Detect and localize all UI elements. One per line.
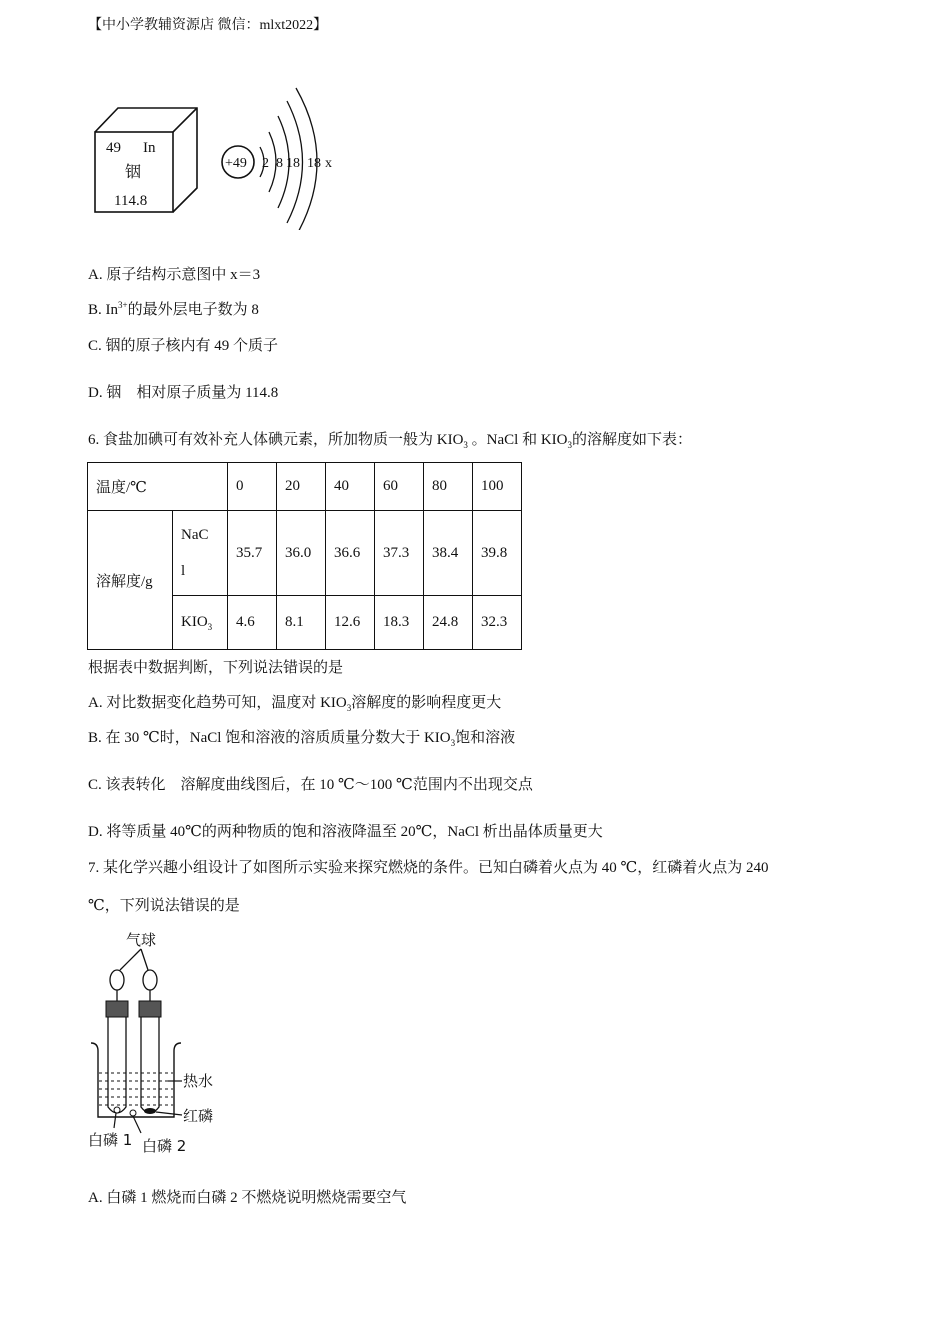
atomic-mass: 114.8	[114, 193, 148, 209]
indium-figure	[88, 80, 348, 230]
stoppers	[106, 1001, 161, 1017]
table-row-temperature	[88, 463, 522, 511]
page-header: 【中小学教辅资源店 微信：mlxt2022】	[88, 18, 328, 33]
balloons	[110, 970, 157, 1001]
q6-option-d: D. 将等质量 40℃的两种物质的饱和溶液降温至 20℃，NaCl 析出晶体质量更大	[88, 824, 603, 840]
kio3-label-cell: $KIO_3$	[173, 596, 228, 650]
balloon-label: 气球	[126, 931, 157, 949]
nacl-label-cell: NaC l	[173, 511, 228, 596]
q5-option-d: D. 铟 相对原子质量为 114.8	[88, 385, 279, 401]
element-symbol: In	[143, 140, 156, 156]
nacl-value-cell: 36.0	[277, 511, 326, 596]
temp-cell: 100	[473, 463, 522, 511]
element-name: 铟	[125, 162, 142, 181]
kio3-value-cell: 12.6	[326, 596, 375, 650]
q6-stem: 6. 食盐加碘可有效补充人体碘元素，所加物质一般为 $KIO_3$ 。NaCl 和 $KIO_3$的溶解度如下表：	[88, 432, 693, 450]
atom-structure	[222, 88, 332, 230]
q5-option-a: A. 原子结构示意图中 x＝3	[88, 267, 261, 283]
nacl-value-cell: 38.4	[424, 511, 473, 596]
nacl-value-cell: 36.6	[326, 511, 375, 596]
white-phosphorus-1-label: 白磷 1	[88, 1131, 133, 1149]
nacl-value-cell: 37.3	[375, 511, 424, 596]
combustion-apparatus	[86, 925, 236, 1160]
temp-cell: 60	[375, 463, 424, 511]
hot-water-surface	[99, 1073, 173, 1105]
q6-option-a: A. 对比数据变化趋势可知，温度对 $KIO_3$溶解度的影响程度更大	[88, 695, 502, 713]
temp-cell: 40	[326, 463, 375, 511]
q6-option-c: C. 该表转化 溶解度曲线图后，在 10 ℃～100 ℃范围内不出现交点	[88, 777, 533, 793]
kio3-value-cell: 18.3	[375, 596, 424, 650]
temp-label-cell: 温度/℃	[88, 463, 228, 511]
hot-water-label: 热水	[183, 1072, 214, 1090]
balloon-pointers	[120, 949, 148, 970]
kio3-value-cell: 4.6	[228, 596, 277, 650]
shell-1-count: 2	[262, 156, 269, 171]
beaker	[91, 1043, 181, 1117]
q7-stem-line-1: 7. 某化学兴趣小组设计了如图所示实验来探究燃烧的条件。已知白磷着火点为 40 ℃，红磷着火点为 240	[88, 860, 769, 876]
test-tubes	[108, 1017, 159, 1113]
shell-5-count: x	[325, 156, 332, 171]
q5-option-c: C. 铟的原子核内有 49 个质子	[88, 338, 279, 354]
white-phosphorus-2-label: 白磷 2	[142, 1137, 187, 1155]
kio3-value-cell: 8.1	[277, 596, 326, 650]
kio3-value-cell: 32.3	[473, 596, 522, 650]
red-phosphorus-label: 红磷	[183, 1107, 214, 1125]
shell-3-count: 18	[286, 156, 300, 171]
nacl-value-cell: 35.7	[228, 511, 277, 596]
shell-2-count: 8	[276, 156, 283, 171]
kio3-value-cell: 24.8	[424, 596, 473, 650]
solubility-table	[87, 462, 522, 650]
q7-stem-line-2: ℃，下列说法错误的是	[88, 898, 240, 914]
q7-option-a: A. 白磷 1 燃烧而白磷 2 不燃烧说明燃烧需要空气	[88, 1190, 407, 1206]
nacl-value-cell: 39.8	[473, 511, 522, 596]
temp-cell: 0	[228, 463, 277, 511]
q6-after-table: 根据表中数据判断，下列说法错误的是	[88, 660, 344, 676]
nucleus-charge: +49	[225, 156, 247, 171]
temp-cell: 80	[424, 463, 473, 511]
temp-cell: 20	[277, 463, 326, 511]
solubility-label-cell: 溶解度/g	[88, 511, 173, 650]
shell-4-count: 18	[307, 156, 321, 171]
atomic-number: 49	[106, 140, 121, 156]
table-row-nacl	[88, 511, 522, 596]
q5-option-b: B. $In^{3+}$的最外层电子数为 8	[88, 300, 259, 318]
q6-option-b: B. 在 30 ℃时，NaCl 饱和溶液的溶质质量分数大于 $KIO_3$饱和溶液	[88, 730, 516, 748]
